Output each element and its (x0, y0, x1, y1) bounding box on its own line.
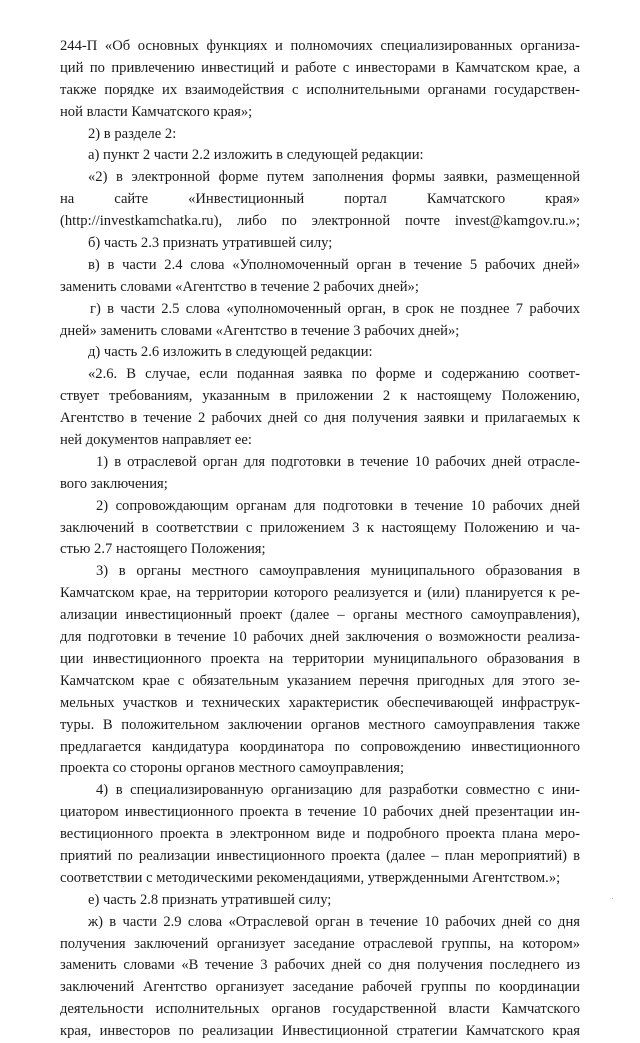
scan-speck (123, 886, 124, 887)
text-line: ж) в части 2.9 слова «Отраслевой орган в течение 10 рабочих дней со дня (88, 913, 580, 930)
text-line: в) в части 2.4 слова «Уполномоченный орган в течение 5 рабочих дней» (88, 256, 580, 273)
text-line: деятельности исполнительных органов государственной власти Камчатского (60, 1001, 580, 1018)
text-line: получения заключений организует заседание отраслевой группы, на котором» (60, 935, 580, 952)
text-line: «2.6. В случае, если поданная заявка по форме и содержанию соответ- (88, 366, 580, 383)
text-line: 2) в разделе 2: (88, 125, 177, 142)
text-line: 244-П «Об основных функциях и полномочиях специализированных организа- (60, 38, 580, 54)
text-line: ствует требованиям, указанным в приложении 2 к настоящему Положению, (60, 388, 580, 405)
text-line: б) часть 2.3 признать утратившей силу; (88, 235, 333, 252)
text-line: мельных участков и технических характеристик обеспечивающей инфраструк- (60, 694, 580, 711)
text-line: 4) в специализированную организацию для разработки совместно с ини- (96, 782, 580, 799)
text-line: Камчатском крае с обязательным указанием перечня пригодных для этого зе- (60, 672, 580, 689)
text-line: г) в части 2.5 слова «уполномоченный орган, в срок не позднее 7 рабочих (90, 300, 580, 317)
text-line: предлагается кандидатура координатора по сопровождению инвестиционного (60, 738, 580, 755)
text-line: проекта со стороны органов местного самоуправления; (60, 760, 405, 777)
text-line: соответствии с методическими рекомендациями, утвержденными Агентством.»; (60, 869, 561, 886)
text-line: края, инвесторов по реализации Инвестиционной стратегии Камчатского края (60, 1023, 580, 1040)
text-line: вестиционного проекта в электронном виде и подробного проекта плана меро- (60, 826, 580, 843)
text-line: ализации инвестиционный проект (далее – органы местного самоуправления), (60, 607, 580, 624)
text-line: Агентство в течение 2 рабочих дней со дня получения заявки и прилагаемых к (60, 410, 580, 427)
text-line: «2) в электронной форме путем заполнения формы заявки, размещенной (88, 169, 580, 186)
text-line: ций по привлечению инвестиций и работе с инвесторами в Камчатском крае, а (60, 59, 580, 76)
text-line: дней» заменить словами «Агентство в течение 3 рабочих дней»; (60, 322, 460, 339)
text-line: стью 2.7 настоящего Положения; (60, 541, 266, 558)
text-line: ней документов направляет ее: (60, 432, 252, 449)
text-line: вого заключения; (60, 475, 168, 492)
text-line: е) часть 2.8 признать утратившей силу; (88, 891, 332, 908)
text-line: заменить словами «Агентство в течение 2 рабочих дней»; (60, 278, 419, 295)
text-line: заключений Агентство организует заседание рабочей группы по координации (60, 979, 580, 996)
scan-speck (612, 898, 613, 899)
text-line: циатором инвестиционного проекта в течение 10 рабочих дней презентации ин- (60, 804, 580, 821)
text-line: 1) в отраслевой орган для подготовки в течение 10 рабочих дней отрасле- (96, 453, 580, 470)
text-line: 2) сопровождающим органам для подготовки в течение 10 рабочих дней (96, 497, 580, 514)
text-line: для подготовки в течение 10 рабочих дней заключения о возможности реализа- (60, 629, 580, 646)
text-line: также порядке их взаимодействия с исполнительными органами государствен- (60, 81, 580, 98)
text-line: а) пункт 2 части 2.2 изложить в следующей редакции: (88, 147, 424, 164)
text-line: на сайте «Инвестиционный портал Камчатского края» (60, 191, 580, 208)
text-line: ной власти Камчатского края»; (60, 103, 253, 120)
text-line: Камчатском крае, на территории которого реализуется и (или) планируется к ре- (60, 585, 580, 602)
text-line: ции инвестиционного проекта на территории муниципального образования в (60, 650, 580, 667)
text-line: 3) в органы местного самоуправления муниципального образования в (96, 563, 580, 580)
text-line: заменить словами «В течение 3 рабочих дней со дня получения последнего из (60, 957, 580, 974)
text-line: д) часть 2.6 изложить в следующей редакции: (88, 344, 373, 361)
text-line: (http://investkamchatka.ru), либо по электронной почте invest@kamgov.ru.»; (60, 213, 580, 230)
text-line: заключений в соответствии с приложением 3 к настоящему Положению и ча- (60, 519, 580, 536)
text-line: приятий по реализации инвестиционного проекта (далее – план мероприятий) в (60, 847, 580, 864)
document-page (60, 36, 580, 1043)
text-line: туры. В положительном заключении органов местного самоуправления также (60, 716, 580, 733)
